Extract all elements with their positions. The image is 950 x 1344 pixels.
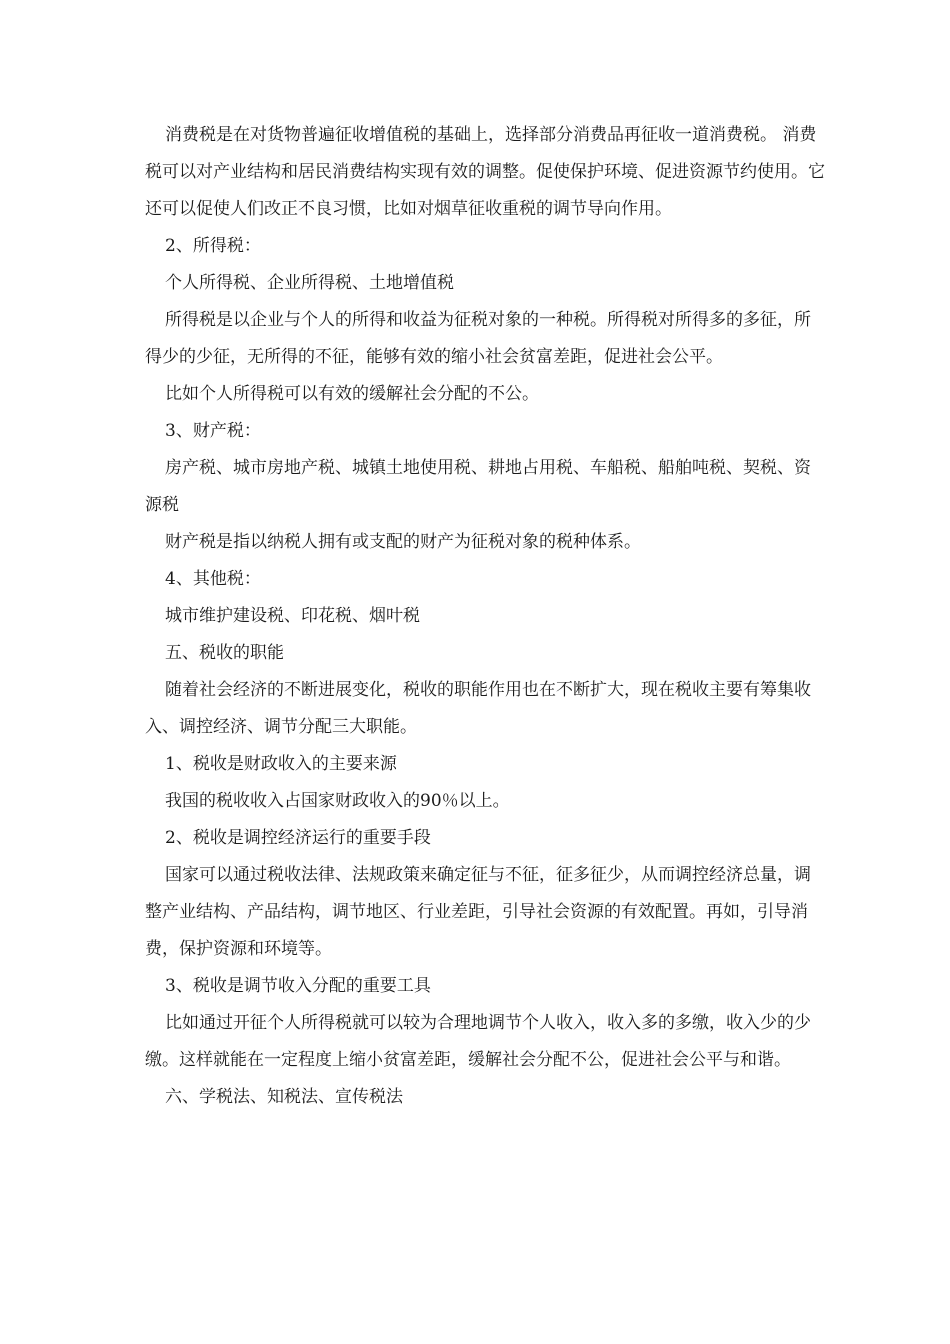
- paragraph-economic-regulation: 国家可以通过税收法律、法规政策来确定征与不征，征多征少，从而调控经济总量，调整产业结构、产品结构，调节地区、行业差距，引导社会资源的有效配置。再如，引导消费，保护资源和环境等。: [145, 865, 811, 959]
- document-body: [145, 117, 825, 1116]
- paragraph-property-tax: 财产税是指以纳税人拥有或支配的财产为征税对象的税种体系。: [165, 532, 641, 552]
- heading-income-tax: 2、所得税：: [165, 236, 261, 256]
- paragraph-tax-functions: 随着社会经济的不断进展变化，税收的职能作用也在不断扩大，现在税收主要有筹集收入、调控经济、调节分配三大职能。: [145, 680, 811, 737]
- section-heading-tax-law: 六、学税法、知税法、宣传税法: [165, 1087, 403, 1107]
- paragraph-consumption-tax: 消费税是在对货物普遍征收增值税的基础上，选择部分消费品再征收一道消费税。 消费税可以对产业结构和居民消费结构实现有效的调整。促使保护环境、促进资源节约使用。它还可以促使人们改正不良习惯，比如对烟草征收重税的调节导向作用。: [145, 125, 825, 219]
- heading-fiscal-revenue: 1、税收是财政收入的主要来源: [165, 754, 397, 774]
- heading-economic-regulation: 2、税收是调控经济运行的重要手段: [165, 828, 431, 848]
- property-tax-list: 房产税、城市房地产税、城镇土地使用税、耕地占用税、车船税、船舶吨税、契税、资源税: [145, 458, 811, 515]
- section-heading-tax-functions: 五、税收的职能: [165, 643, 284, 663]
- paragraph-income-tax-example: 比如个人所得税可以有效的缓解社会分配的不公。: [165, 384, 539, 404]
- heading-property-tax: 3、财产税：: [165, 421, 261, 441]
- other-tax-list: 城市维护建设税、印花税、烟叶税: [165, 606, 420, 626]
- paragraph-income-tax: 所得税是以企业与个人的所得和收益为征税对象的一种税。所得税对所得多的多征，所得少的少征，无所得的不征，能够有效的缩小社会贫富差距，促进社会公平。: [145, 310, 811, 367]
- paragraph-income-distribution: 比如通过开征个人所得税就可以较为合理地调节个人收入，收入多的多缴，收入少的少缴。这样就能在一定程度上缩小贫富差距，缓解社会分配不公，促进社会公平与和谐。: [145, 1013, 811, 1070]
- heading-income-distribution: 3、税收是调节收入分配的重要工具: [165, 976, 431, 996]
- paragraph-fiscal-revenue: 我国的税收收入占国家财政收入的90％以上。: [165, 791, 510, 811]
- income-tax-list: 个人所得税、企业所得税、土地增值税: [165, 273, 454, 293]
- heading-other-tax: 4、其他税：: [165, 569, 261, 589]
